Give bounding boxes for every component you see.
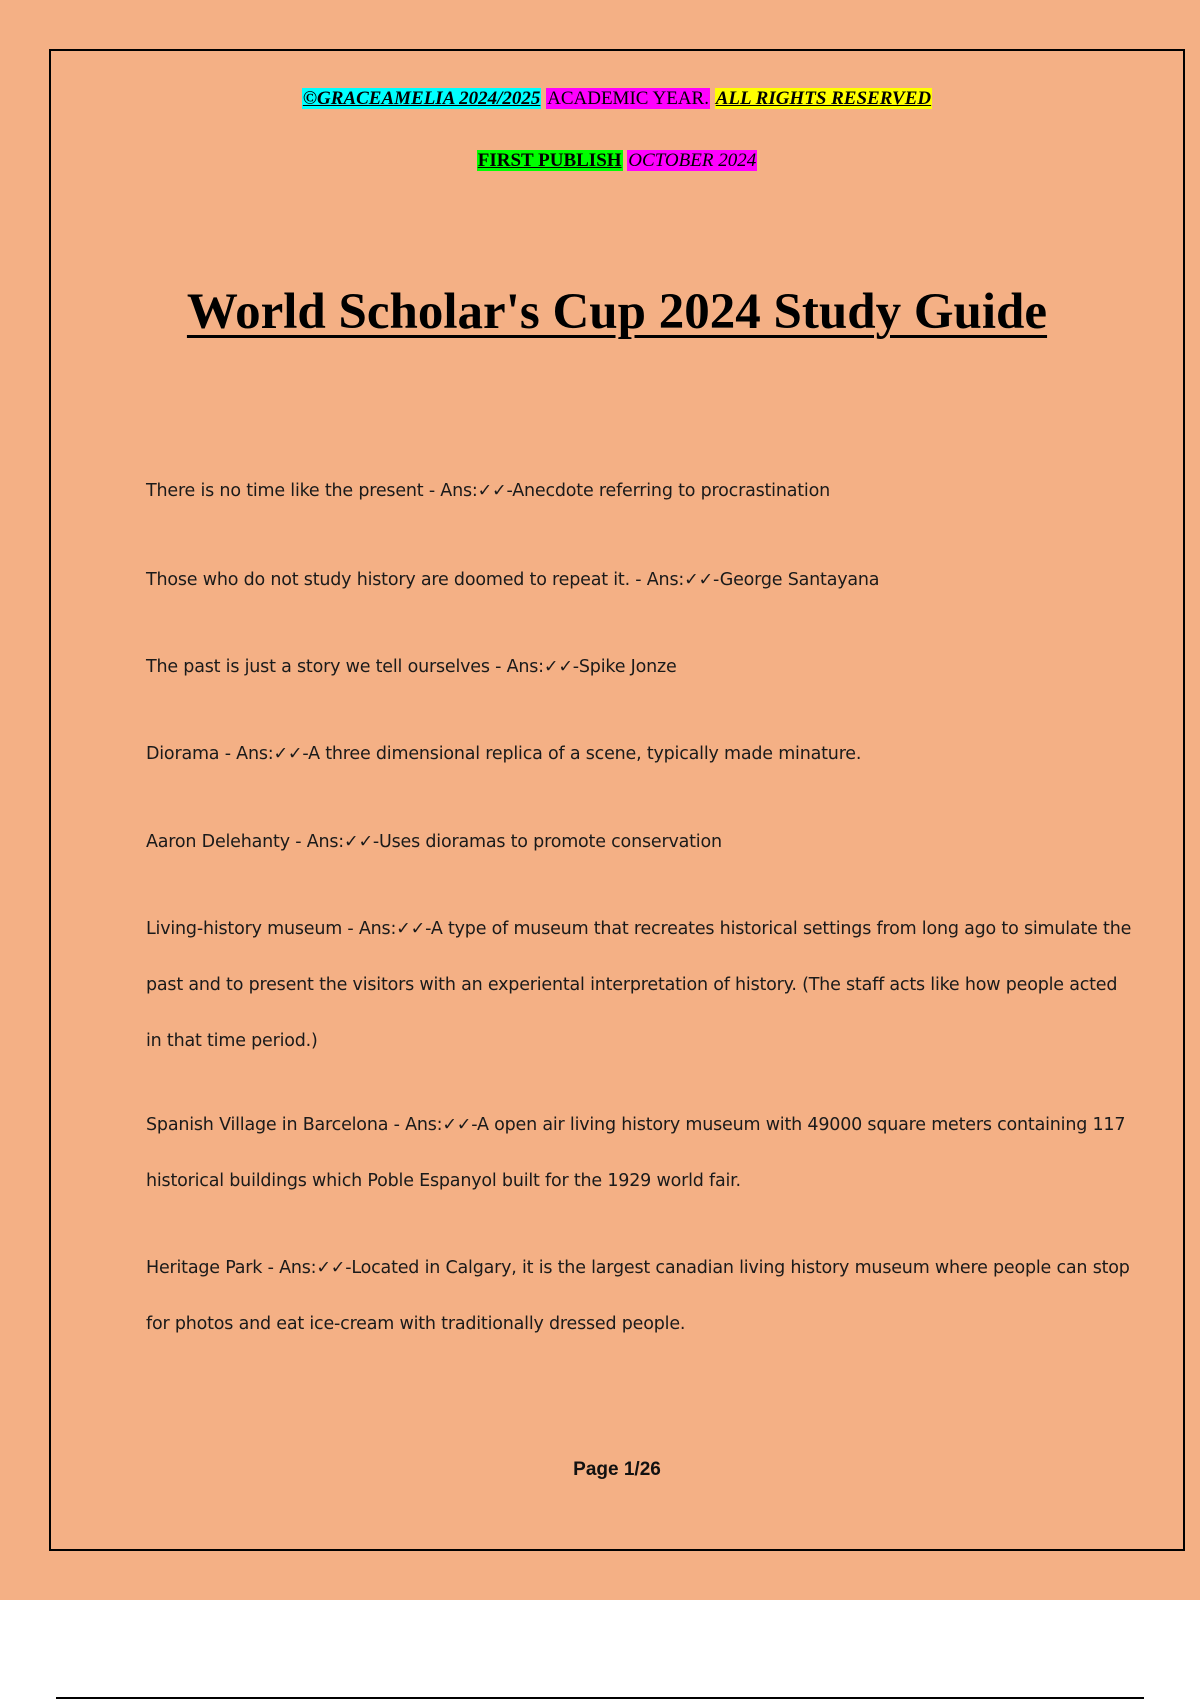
qa-entry: Those who do not study history are doomed to repeat it. - Ans:✓✓-George Santayana <box>146 570 880 590</box>
publish-date: OCTOBER 2024 <box>628 150 757 171</box>
page-number: Page 1/26 <box>573 1459 661 1480</box>
qa-entry: Heritage Park - Ans:✓✓-Located in Calgary, it is the largest canadian living history museum where people can stop for photos and eat ice-cream with traditionally dressed people. <box>146 1258 1130 1334</box>
next-page-divider <box>56 1697 1144 1699</box>
qa-entry: There is no time like the present - Ans:✓✓-Anecdote referring to procrastination <box>146 481 830 501</box>
qa-entry: Spanish Village in Barcelona - Ans:✓✓-A open air living history museum with 49000 square meters containing 117 historical buildings which Poble Espanyol built for the 1929 world fair. <box>146 1115 1126 1191</box>
copyright-notice: ©GRACEAMELIA 2024/2025 <box>302 88 541 109</box>
qa-entry: Diorama - Ans:✓✓-A three dimensional replica of a scene, typically made minature. <box>146 744 862 764</box>
first-publish-label: FIRST PUBLISH <box>477 150 622 171</box>
qa-entry: Aaron Delehanty - Ans:✓✓-Uses dioramas to promote conservation <box>146 832 722 852</box>
publish-header-line <box>51 149 1183 173</box>
qa-entry: The past is just a story we tell ourselves - Ans:✓✓-Spike Jonze <box>146 657 677 677</box>
document-title: World Scholar's Cup 2024 Study Guide <box>186 284 1048 340</box>
copyright-header-line <box>51 87 1183 111</box>
qa-entry: Living-history museum - Ans:✓✓-A type of museum that recreates historical settings from long ago to simulate the past and to present the visitors with an experiental interpretation of history. (The staff acts like how people acted in that time period.) <box>146 919 1132 1051</box>
page-border-frame <box>49 49 1185 1551</box>
academic-year-label: ACADEMIC YEAR. <box>547 88 709 109</box>
rights-reserved-label: ALL RIGHTS RESERVED <box>715 88 932 109</box>
